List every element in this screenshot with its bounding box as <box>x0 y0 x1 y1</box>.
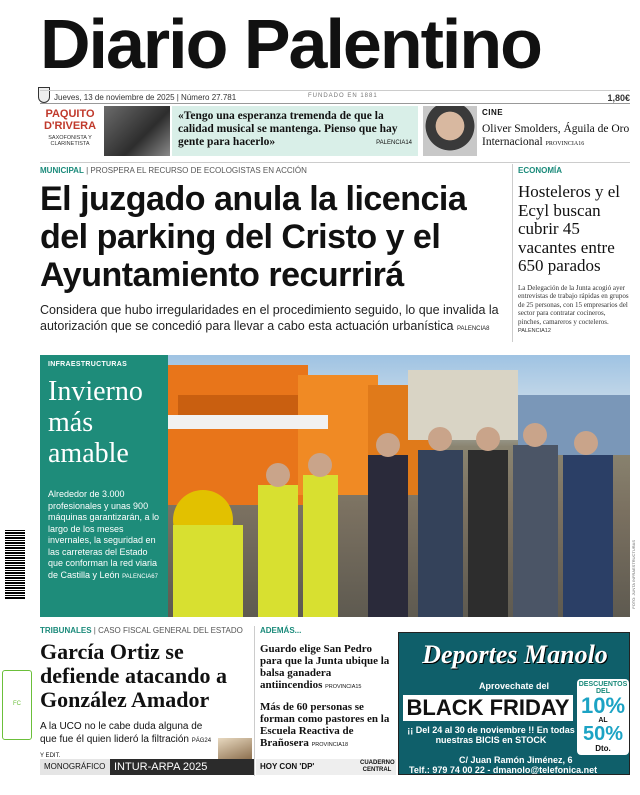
ad-phone: Telf.: 979 74 00 22 - dmanolo@telefonica.net <box>409 765 598 775</box>
monografico-bar[interactable] <box>40 759 255 775</box>
masthead-title[interactable]: Diario Palentino <box>40 5 541 83</box>
musician-photo <box>104 106 170 156</box>
ad-discount-badge: DESCUENTOS DEL 10% AL 50% Dto. <box>578 681 628 753</box>
musician-role: SAXOFONISTA Y CLARINETISTA <box>48 135 92 147</box>
feature-body: Alrededor de 3.000 profesionales y unas 900 máquinas garantizarán, a lo largo de los meses invernales, la seguridad en las carreteras del Estado que conforman la red viaria de Castilla y León PALENCIA67 <box>48 489 160 580</box>
cine-kicker: CINE <box>482 108 504 117</box>
price: 1,80€ <box>607 93 630 103</box>
quote-teaser[interactable] <box>172 106 418 156</box>
column-divider <box>512 164 513 342</box>
main-headline[interactable]: El juzgado anula la licencia del parking del Cristo y el Ayuntamiento recurrirá <box>40 180 467 294</box>
ad-tagline: Aprovechate del <box>478 681 550 691</box>
date-text: Jueves, 13 de noviembre de 2025 | Número 27.781 <box>54 93 237 102</box>
economia-body: La Delegación de la Junta acogió ayer entrevistas de trabajo rápidas en grupos de 25 personas, con 15 empresarios del sector para contratar cocineros, pinches, camareros y cocteleros. PALENCIA12 <box>518 283 629 334</box>
feature-panel[interactable] <box>40 355 168 617</box>
column-divider-2 <box>254 626 255 776</box>
main-subhead: Considera que hubo irregularidades en el procedimiento seguido, lo que invalida la autorización que se concedió para llevar a cabo esta actuación urbanística PALENCIA8 <box>40 303 499 333</box>
economia-story[interactable] <box>518 166 630 336</box>
deportes-manolo-ad[interactable] <box>398 632 630 775</box>
musician-teaser[interactable] <box>40 108 100 156</box>
cine-ref: PROVINCIA16 <box>545 141 585 147</box>
main-kicker: MUNICIPAL | PROSPERA EL RECURSO DE ECOLOGISTAS EN ACCIÓN <box>40 166 307 175</box>
ademas-item[interactable]: Guardo elige San Pedro para que la Junta ubique la balsa ganadera antiincendios PROVINCIA15 <box>260 643 390 691</box>
ademas-item[interactable]: Más de 60 personas se forman como pastores en la Escuela Reactiva de Brañosera PROVINCIA18 <box>260 701 390 749</box>
main-ref: PALENCIA8 <box>456 326 490 332</box>
founded-text: FUNDADO EN 1881 <box>308 93 378 99</box>
ademas-kicker: ADEMÁS... <box>260 626 302 635</box>
quote-ref: PALENCIA14 <box>376 140 412 146</box>
cine-teaser[interactable] <box>482 108 632 151</box>
tribunales-title: García Ortiz se defiende atacando a González Amador <box>40 639 227 712</box>
ad-headline: BLACK FRIDAY <box>403 695 573 721</box>
ad-logo: Deportes Manolo <box>422 640 608 669</box>
tribunales-kicker: TRIBUNALES | CASO FISCAL GENERAL DEL ESTADO <box>40 626 243 635</box>
ad-dates: ¡¡ Del 24 al 30 de noviembre !! En todas nuestras BICIS en STOCK <box>407 725 575 745</box>
tribunales-body: A la UCO no le cabe duda alguna de que fue él quien lideró la filtración PÁG24 Y EDIT. <box>40 721 212 759</box>
section-divider <box>40 162 630 163</box>
hoy-section: CUADERNO CENTRAL <box>360 760 395 773</box>
feature-title: Invierno más amable <box>48 376 143 469</box>
director-portrait <box>423 106 477 156</box>
fc-badge: FC <box>2 670 32 740</box>
feature-kicker: INFRAESTRUCTURAS <box>48 361 128 368</box>
dateline <box>40 90 630 104</box>
quote-text: «Tengo una esperanza tremenda de que la calidad musical se mantenga. Pienso que hay gente para hacerlo» <box>178 110 398 148</box>
ad-address: C/ Juan Ramón Jiménez, 6 <box>459 755 573 765</box>
mono-brand: INTUR-ARPA 2025 <box>110 759 255 775</box>
mono-label: MONOGRÁFICO <box>44 762 106 771</box>
feature-photo <box>168 355 630 617</box>
photo-credit: FOTO: JUNTA INFRAESTRUCTURAS <box>631 540 636 609</box>
musician-name: PAQUITO D'RIVERA <box>43 108 97 132</box>
hoy-con-bar[interactable] <box>256 759 396 775</box>
economia-kicker: ECONOMÍA <box>518 166 562 175</box>
ademas-box <box>260 626 390 751</box>
economia-title: Hosteleros y el Ecyl buscan cubrir 45 vacantes entre 650 parados <box>518 182 620 275</box>
barcode <box>5 530 25 600</box>
hoy-label: HOY CON 'DP' <box>260 762 315 771</box>
cine-title: Oliver Smolders, Águila de Oro Internacional PROVINCIA16 <box>482 123 630 148</box>
